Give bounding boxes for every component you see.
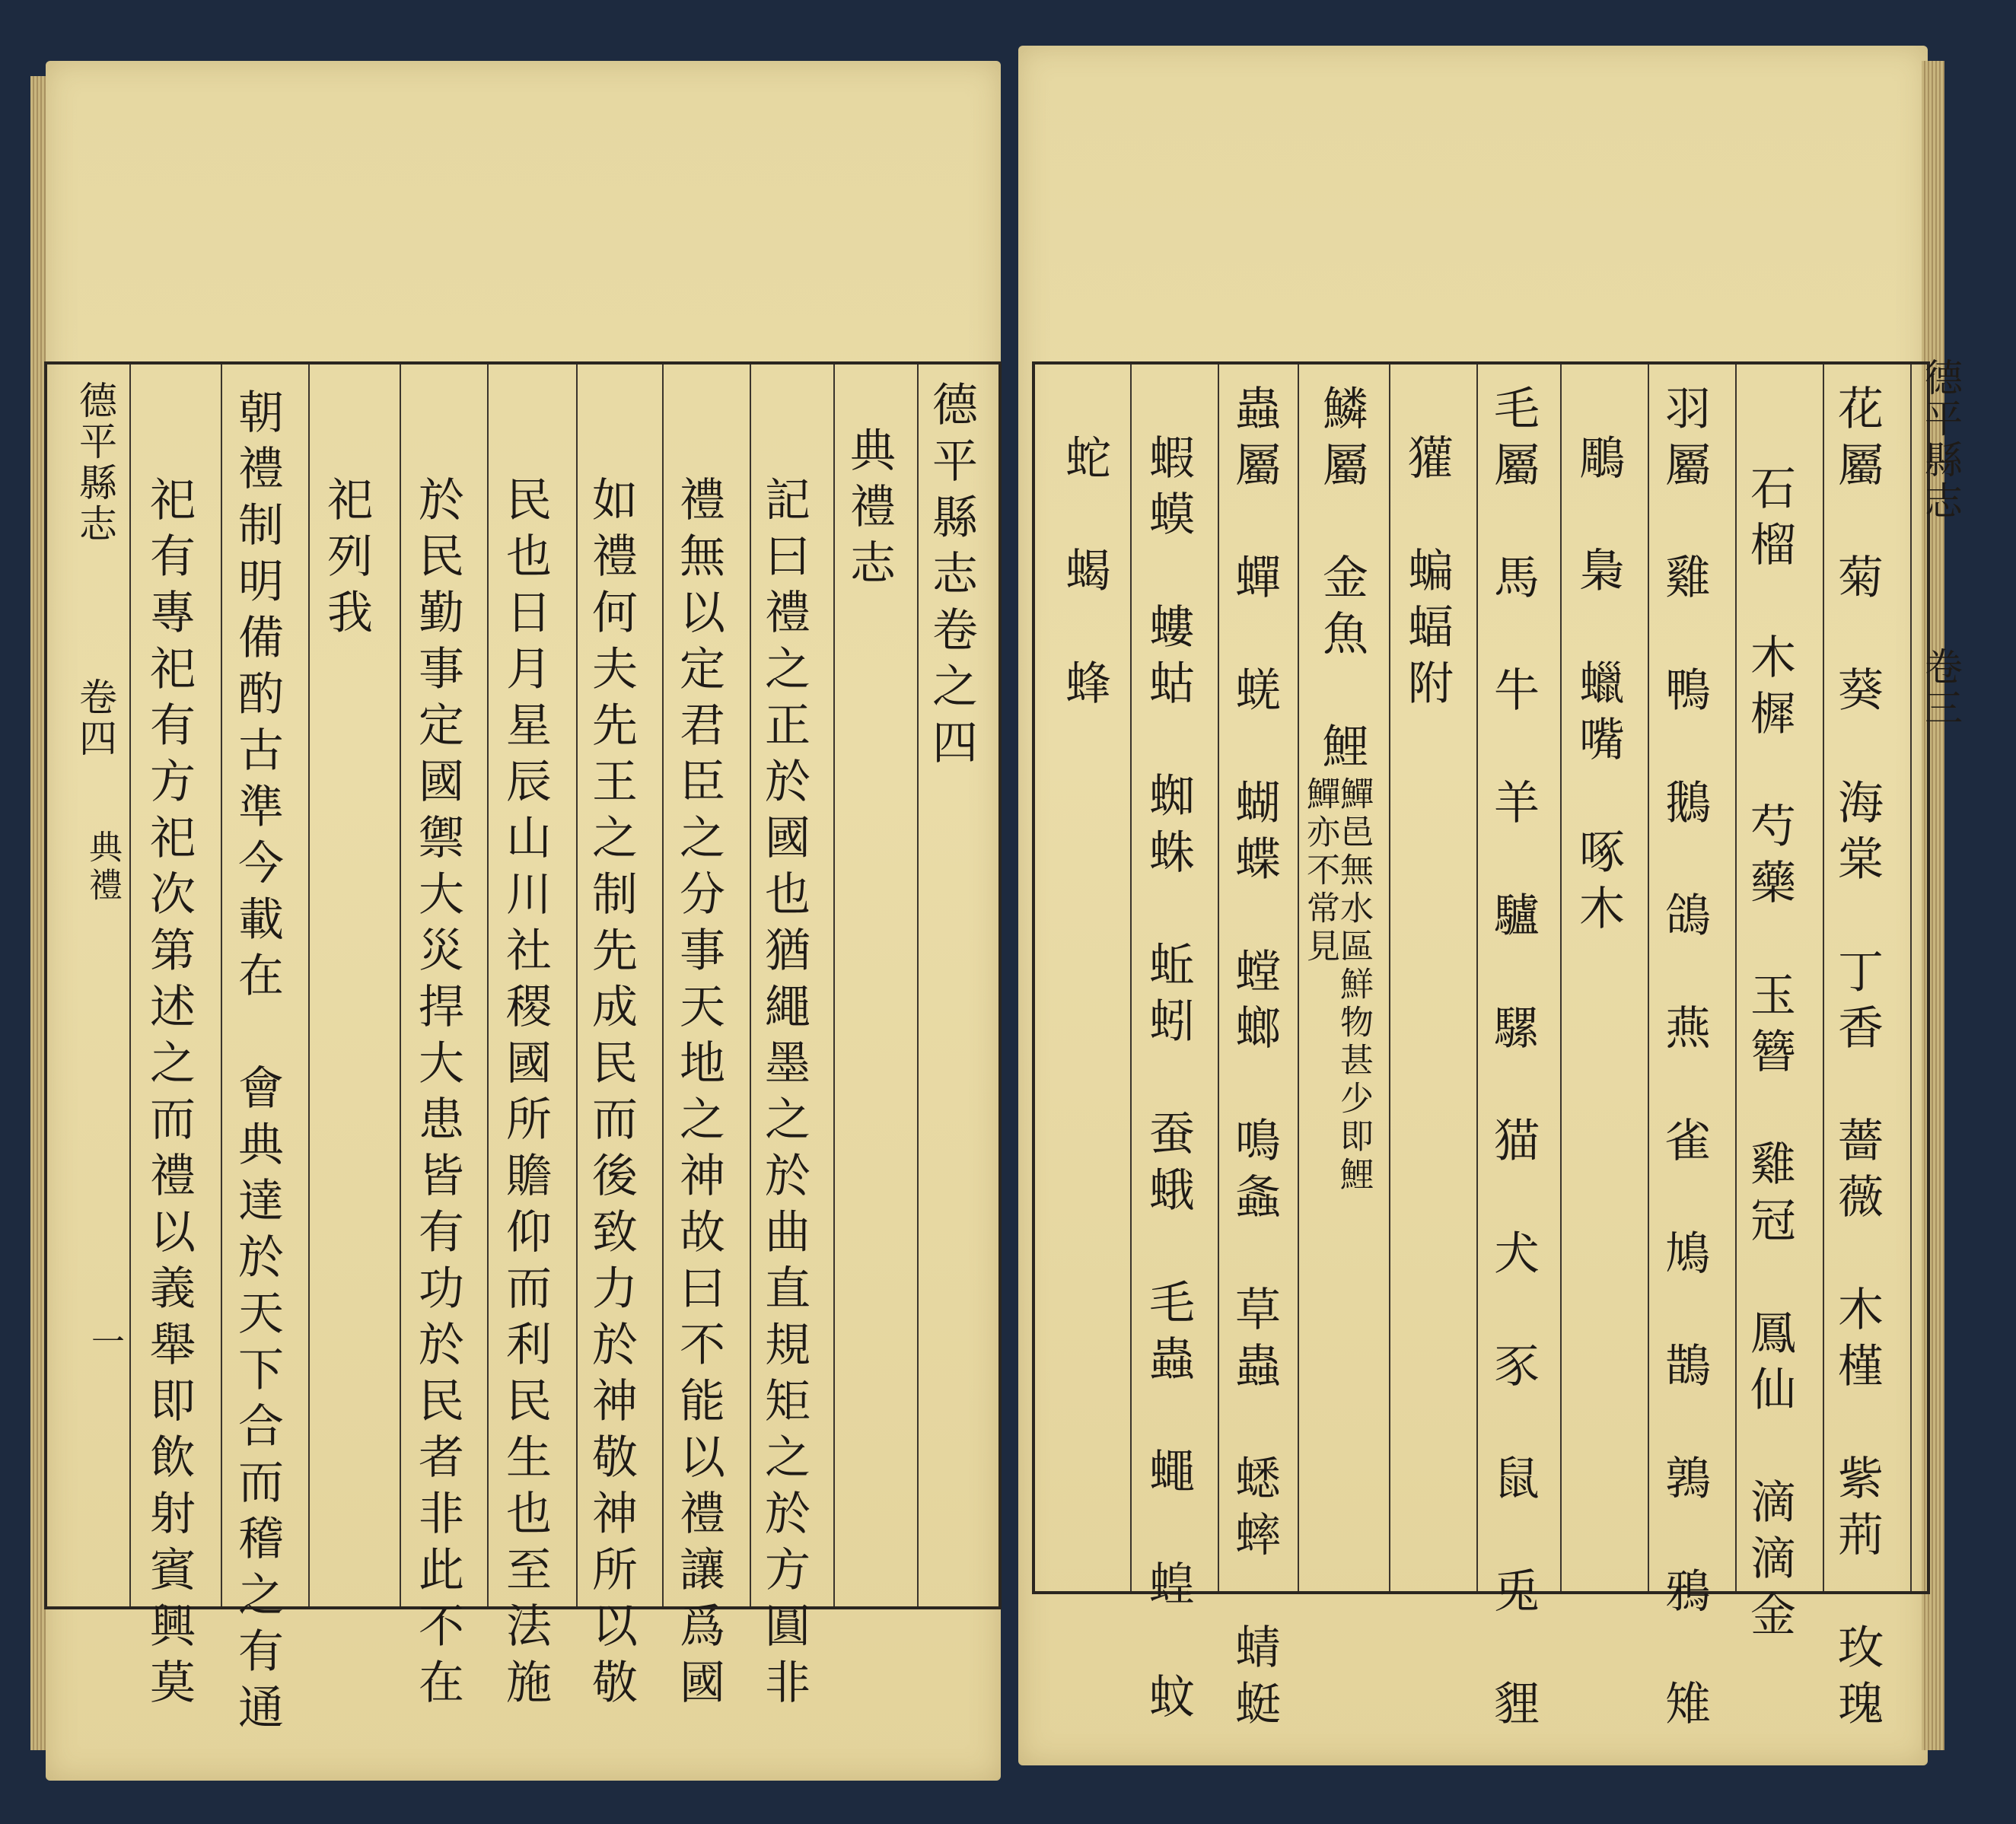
right-col-9-insects-cont: 蝦蟆 螻蛄 蜘蛛 蚯蚓 蚕蛾 毛蟲 蠅 蝗 蚊 — [1142, 434, 1195, 1729]
left-page-number: 一 — [85, 1324, 124, 1362]
left-col-5: 如禮何夫先王之制先成民而後致力於神敬神所以敬 — [584, 476, 638, 1714]
left-margin-volume: 卷四 — [73, 677, 117, 759]
left-col-3: 記曰禮之正於國也猶繩墨之於曲直規矩之於方圓非 — [757, 476, 811, 1714]
right-rule-9 — [1130, 364, 1132, 1591]
left-col-2-section-title: 典禮志 — [842, 426, 896, 595]
right-rule-1 — [1823, 364, 1824, 1591]
right-rule-6 — [1389, 364, 1390, 1591]
left-margin-title: 德平縣志 — [73, 380, 117, 545]
right-col-4-birds-cont: 鵰 梟 蠟嘴 啄木 — [1572, 434, 1625, 941]
left-rule-1 — [917, 364, 919, 1606]
right-rule-5 — [1476, 364, 1478, 1591]
right-col-10-insects-end: 蛇 蝎 蜂 — [1058, 434, 1111, 715]
left-col-6: 民也日月星辰山川社稷國所贍仰而利民生也至法施 — [498, 476, 552, 1714]
left-rule-5 — [576, 364, 578, 1606]
right-col-1-flowers: 花屬 菊 葵 海棠 丁香 薔薇 木槿 紫荊 玫瑰 — [1830, 384, 1884, 1736]
left-rule-7 — [400, 364, 401, 1606]
right-col-5-mammals: 毛屬 馬 牛 羊 驢 騾 猫 犬 豕 鼠 兎 貍 — [1486, 384, 1540, 1736]
right-margin-rule — [1910, 364, 1912, 1591]
left-col-4: 禮無以定君臣之分事天地之神故曰不能以禮讓爲國 — [672, 476, 725, 1714]
right-margin-volume: 卷三 — [1919, 647, 1963, 729]
left-col-10: 祀有專祀有方祀次第述之而禮以義舉即飲射賓興莫 — [142, 476, 196, 1714]
left-rule-9 — [221, 364, 222, 1606]
right-fish-note: 鱓邑無水區鮮物甚少即鯉鱓亦不常見 — [1301, 776, 1373, 1195]
left-rule-4 — [662, 364, 664, 1606]
right-rule-4 — [1560, 364, 1562, 1591]
right-rule-3 — [1648, 364, 1649, 1591]
left-rule-2 — [833, 364, 835, 1606]
right-rule-8 — [1218, 364, 1219, 1591]
left-col-8: 祀列我 — [320, 476, 373, 645]
left-margin-section: 典禮 — [83, 829, 122, 906]
right-rule-2 — [1735, 364, 1737, 1591]
left-col-1-volume-heading: 德平縣志卷之四 — [925, 380, 978, 775]
right-col-3-birds: 羽屬 雞 鴨 鵝 鴿 燕 雀 鳩 鵲 鶉 鴉 雉 — [1658, 384, 1711, 1736]
right-col-8-insects: 蟲屬 蟬 蜣 蝴蝶 螳螂 鳴螽 草蟲 蟋蟀 蜻蜓 — [1228, 384, 1281, 1736]
left-rule-3 — [750, 364, 751, 1606]
left-margin-rule — [129, 364, 131, 1606]
left-rule-8 — [308, 364, 310, 1606]
right-col-6-mammals-cont: 獾 蝙蝠附 — [1400, 434, 1454, 715]
left-col-9: 朝禮制明備酌古準今載在 會典達於天下合而稽之有通 — [231, 388, 284, 1740]
right-margin-title: 德平縣志 — [1919, 358, 1963, 522]
right-col-7-fish: 鱗屬 金魚 鯉 — [1315, 384, 1368, 778]
left-rule-6 — [487, 364, 489, 1606]
right-rule-7 — [1298, 364, 1299, 1591]
right-col-2-flowers-cont: 石榴 木樨 芍藥 玉簪 雞冠 鳳仙 滴滴金 — [1743, 464, 1796, 1647]
left-col-7: 於民勤事定國禦大災捍大患皆有功於民者非此不在 — [411, 476, 464, 1714]
